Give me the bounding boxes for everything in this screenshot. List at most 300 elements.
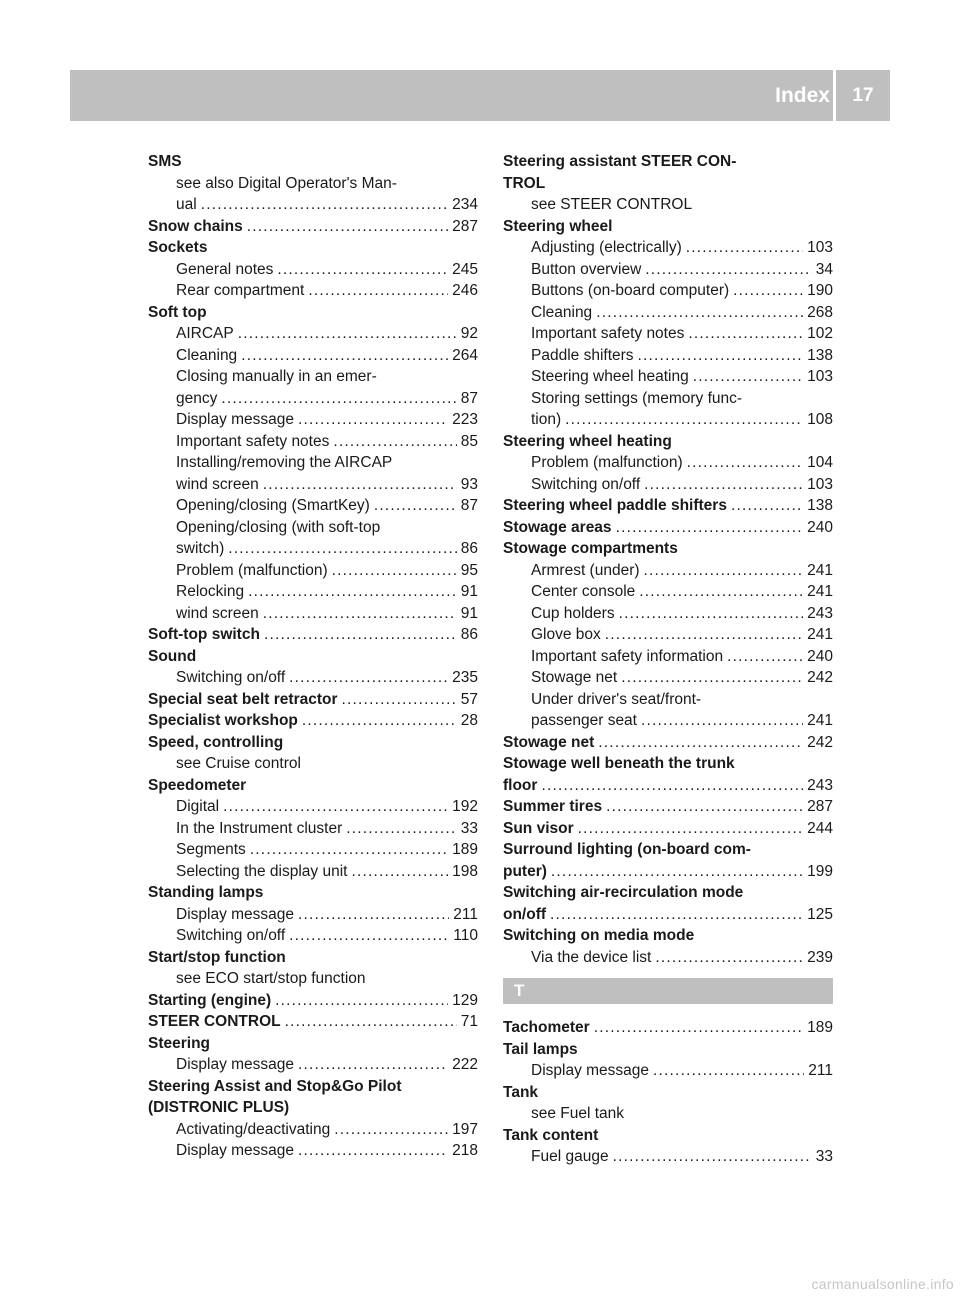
index-subentry [148,839,478,861]
dot-leader [727,646,803,668]
index-entry [148,710,478,732]
entry-text: Buttons (on-board computer) [531,282,730,299]
entry-text: see Fuel tank [531,1105,625,1122]
page-title: Index [775,83,830,107]
index-subentry [148,474,478,496]
entry-text: see Cruise control [176,755,301,772]
index-subentry [503,689,833,711]
page-reference: 244 [807,819,833,837]
dot-leader [688,323,803,345]
entry-text: Stowage net [531,669,618,686]
index-entry [148,1033,478,1055]
page-reference: 33 [460,819,478,837]
page-reference: 268 [807,303,833,321]
index-entry [503,173,833,195]
index-entry [148,947,478,969]
entry-text: Glove box [531,626,601,643]
page-reference: 234 [452,196,478,213]
page-reference: 102 [807,325,833,342]
index-column-left [148,151,478,1162]
dot-leader [645,259,811,281]
dot-leader [264,624,457,646]
entry-text: Display message [176,1142,295,1159]
entry-text: Tachometer [503,1019,590,1036]
index-subentry [148,904,478,926]
entry-text: Via the device list [531,948,652,966]
section-header-t [503,978,833,1004]
dot-leader [605,624,803,646]
index-subentry [148,409,478,431]
entry-text: Tank [503,1083,539,1101]
entry-text: Stowage net [503,733,595,751]
entry-text: Important safety information [531,647,724,665]
page-reference: 197 [452,1120,478,1138]
entry-text: Opening/closing (with soft-top [176,518,381,536]
entry-text: Rear compartment [176,282,305,299]
page-reference: 241 [807,712,833,729]
page-reference: 103 [807,368,833,385]
dot-leader [616,517,804,539]
index-subentry [148,968,478,990]
entry-text: Under driver's seat/front- [531,690,702,708]
page-reference: 93 [460,475,478,493]
entry-text: Opening/closing (SmartKey) [176,497,370,514]
page-reference: 242 [807,669,833,686]
entry-text: Steering [148,1034,211,1052]
index-subentry [503,646,833,668]
dot-leader [238,323,457,345]
index-entry [148,1097,478,1119]
dot-leader [638,345,804,367]
entry-text: STEER CONTROL [148,1013,281,1030]
index-entry [148,775,478,797]
entry-text: Special seat belt retractor [148,690,338,708]
dot-leader [541,775,803,797]
entry-text: ual [176,196,197,213]
index-subentry [148,603,478,625]
index-subentry [148,366,478,388]
entry-text: Stowage areas [503,518,612,536]
page-reference: 104 [807,454,833,471]
entry-text: Closing manually in an emer- [176,368,377,385]
page-reference: 91 [460,583,478,600]
entry-text: Speedometer [148,776,247,794]
index-subentry [503,409,833,431]
index-subentry [148,259,478,281]
index-subentry [148,796,478,818]
page-reference: 192 [452,798,478,815]
dot-leader [332,560,457,582]
index-entry [503,904,833,926]
index-subentry [503,259,833,281]
page-reference: 222 [452,1056,478,1073]
page-reference: 57 [460,690,478,708]
page-reference: 199 [807,862,833,880]
entry-text: Soft-top switch [148,626,260,643]
index-entry [503,538,833,560]
page-reference: 138 [807,497,833,514]
index-subentry [148,1119,478,1141]
dot-leader [596,302,803,324]
dot-leader [223,796,448,818]
dot-leader [250,839,448,861]
index-entry [148,882,478,904]
entry-text: Button overview [531,260,642,278]
dot-leader [550,904,803,926]
entry-text: Steering wheel paddle shifters [503,497,727,514]
page-reference: 264 [452,346,478,364]
index-subentry [148,388,478,410]
page-reference: 28 [460,712,478,729]
index-subentry [503,452,833,474]
dot-leader [619,603,804,625]
entry-text: Cleaning [176,346,238,364]
dot-leader [228,538,457,560]
entry-text: In the Instrument cluster [176,819,343,837]
entry-text: Speed, controlling [148,733,284,751]
index-entry [148,689,478,711]
index-entries-t [503,1017,833,1168]
page-reference: 34 [815,260,833,278]
page-reference: 92 [460,325,478,342]
entry-text: Switching on/off [176,669,286,686]
index-entry [503,775,833,797]
dot-leader [351,861,448,883]
index-entries-s [503,151,833,968]
index-entry [148,990,478,1012]
index-entry [148,1011,478,1033]
index-subentry [503,474,833,496]
index-subentry [503,345,833,367]
page-reference: 239 [807,948,833,966]
page-reference: 241 [807,626,833,643]
index-entry [503,882,833,904]
entry-text: Display message [176,411,295,428]
page-reference: 125 [807,905,833,923]
index-subentry [503,237,833,259]
index-entry [503,861,833,883]
entry-text: floor [503,776,538,794]
index-entry [148,237,478,259]
entry-text: see STEER CONTROL [531,196,693,213]
index-subentry [148,194,478,216]
entry-text: Display message [176,1056,295,1073]
entry-text: Start/stop function [148,948,286,966]
entry-text: Steering wheel heating [531,368,689,385]
index-entry [503,431,833,453]
index-entry [503,1082,833,1104]
entry-text: on/off [503,905,547,923]
index-subentry [148,1054,478,1076]
entry-text: Center console [531,583,636,600]
entry-text: tion) [531,411,562,428]
page-reference: 240 [807,518,833,536]
index-subentry [148,280,478,302]
entry-text: AIRCAP [176,325,234,342]
index-entry [503,1125,833,1147]
page-reference: 95 [460,561,478,579]
page-reference: 241 [807,561,833,579]
page-reference: 138 [807,346,833,364]
dot-leader [346,818,456,840]
index-subentry [148,345,478,367]
page-reference: 243 [807,776,833,794]
dot-leader [733,280,803,302]
page-reference: 287 [452,217,478,235]
entry-text: Segments [176,841,246,858]
index-subentry [503,302,833,324]
dot-leader [731,495,803,517]
page-reference: 245 [452,260,478,278]
entry-text: Storing settings (memory func- [531,389,743,407]
entry-text: Steering Assist and Stop&Go Pilot [148,1077,402,1095]
dot-leader [289,925,449,947]
index-subentry [148,452,478,474]
page-reference: 87 [460,389,478,407]
entry-text: see also Digital Operator's Man- [176,174,397,192]
entry-text: Sockets [148,239,208,256]
page-reference: 189 [807,1019,833,1036]
page-reference: 211 [453,905,478,923]
entry-text: Tail lamps [503,1040,578,1058]
entry-text: Specialist workshop [148,712,298,729]
page-reference: 129 [452,991,478,1009]
dot-leader [639,581,803,603]
index-entry [503,925,833,947]
index-entry [148,732,478,754]
dot-leader [275,990,448,1012]
dot-leader [693,366,803,388]
dot-leader [247,216,448,238]
page-reference: 86 [460,626,478,643]
entry-text: Important safety notes [176,432,330,450]
index-subentry [503,581,833,603]
index-entry [503,216,833,238]
dot-leader [241,345,448,367]
index-subentry [503,1146,833,1168]
entry-text: Armrest (under) [531,561,640,579]
entry-text: Soft top [148,303,207,321]
dot-leader [641,710,803,732]
entry-text: wind screen [176,604,259,622]
entry-text: Steering assistant STEER CON- [503,153,737,170]
index-subentry [148,818,478,840]
entry-text: Switching on/off [531,475,641,493]
page-reference: 235 [452,669,478,686]
entry-text: Stowage well beneath the trunk [503,755,735,772]
index-entry [503,517,833,539]
entry-text: Snow chains [148,217,243,235]
entry-text: Surround lighting (on-board com- [503,841,751,858]
page-reference: 108 [807,411,833,428]
dot-leader [613,1146,812,1168]
page-reference: 85 [460,432,478,450]
entry-text: Cleaning [531,303,593,321]
entry-text: Installing/removing the AIRCAP [176,454,393,471]
entry-text: SMS [148,153,182,170]
dot-leader [598,732,803,754]
dot-leader [298,1054,448,1076]
dot-leader [621,667,803,689]
index-subentry [503,366,833,388]
dot-leader [655,947,803,969]
entry-text: Selecting the display unit [176,862,348,880]
dot-leader [289,667,448,689]
index-subentry [148,173,478,195]
index-column-right [503,151,833,1168]
index-subentry [503,323,833,345]
page-reference: 242 [807,733,833,751]
index-entry [503,151,833,173]
index-entry [148,151,478,173]
dot-leader [285,1011,457,1033]
page-reference: 87 [460,497,478,514]
page-reference: 103 [807,475,833,493]
page-reference: 91 [460,604,478,622]
page-reference: 190 [807,282,833,299]
dot-leader [308,280,448,302]
index-subentry [503,194,833,216]
entry-text: Display message [531,1062,650,1079]
dot-leader [263,474,457,496]
page-reference: 246 [452,282,478,299]
entry-text: switch) [176,540,225,557]
index-subentry [148,517,478,539]
entry-text: Important safety notes [531,325,685,342]
entry-text: Problem (malfunction) [531,454,683,471]
entry-text: Standing lamps [148,884,264,901]
index-entry [148,302,478,324]
dot-leader [551,861,803,883]
entry-text: Steering wheel [503,217,613,235]
entry-text: Adjusting (electrically) [531,239,682,256]
dot-leader [201,194,448,216]
page-reference: 86 [460,540,478,557]
dot-leader [686,237,803,259]
entry-text: Display message [176,905,295,923]
index-subentry [148,667,478,689]
dot-leader [221,388,456,410]
index-subentry [503,388,833,410]
dot-leader [644,474,803,496]
dot-leader [687,452,804,474]
dot-leader [298,904,449,926]
entry-text: Cup holders [531,604,615,622]
entry-text: Switching on media mode [503,927,695,944]
entry-text: puter) [503,862,547,880]
entry-text: Starting (engine) [148,991,272,1009]
dot-leader [565,409,803,431]
section-letter: T [514,981,525,1000]
entry-text: Relocking [176,583,245,600]
dot-leader [374,495,457,517]
dot-leader [263,603,457,625]
index-entry [503,732,833,754]
dot-leader [248,581,457,603]
entry-text: Steering wheel heating [503,432,672,450]
index-subentry [503,947,833,969]
dot-leader [594,1017,803,1039]
dot-leader [606,796,803,818]
index-subentry [503,624,833,646]
index-entry [148,1076,478,1098]
dot-leader [644,560,804,582]
entry-text: General notes [176,260,274,278]
index-subentry [503,1060,833,1082]
dot-leader [653,1060,804,1082]
index-entry [503,839,833,861]
entry-text: Stowage compartments [503,540,678,557]
page-reference: 71 [460,1013,478,1030]
index-subentry [503,667,833,689]
entry-text: Paddle shifters [531,346,634,364]
entry-text: passenger seat [531,712,637,729]
entry-text: Problem (malfunction) [176,561,328,579]
entry-text: Fuel gauge [531,1148,609,1165]
page-reference: 211 [808,1062,833,1079]
dot-leader [302,710,457,732]
entry-text: TROL [503,174,546,192]
entry-text: Digital [176,798,220,815]
index-subentry [503,560,833,582]
index-subentry [503,603,833,625]
entry-text: see ECO start/stop function [176,970,366,987]
dot-leader [277,259,448,281]
entry-text: gency [176,389,218,407]
page-reference: 198 [452,862,478,880]
index-entry [148,624,478,646]
dot-leader [298,409,448,431]
entry-text: Activating/deactivating [176,1120,331,1138]
index-subentry [148,431,478,453]
entry-text: Sun visor [503,819,574,837]
entry-text: Switching air-recirculation mode [503,884,744,901]
index-subentry [148,925,478,947]
dot-leader [342,689,457,711]
page-reference: 243 [807,604,833,622]
index-subentry [148,1140,478,1162]
index-entry [148,646,478,668]
index-subentry [503,710,833,732]
index-entry [503,1017,833,1039]
index-subentry [148,753,478,775]
entry-text: Switching on/off [176,927,286,944]
dot-leader [298,1140,448,1162]
index-entry [503,796,833,818]
page-reference: 240 [807,647,833,665]
entry-text: Sound [148,647,197,665]
index-subentry [148,495,478,517]
index-entry [503,753,833,775]
entry-text: wind screen [176,475,259,493]
index-subentry [148,861,478,883]
dot-leader [334,1119,448,1141]
entry-text: (DISTRONIC PLUS) [148,1099,290,1116]
index-entry [503,1039,833,1061]
page-number: 17 [852,84,874,106]
index-subentry [148,323,478,345]
index-entry [503,495,833,517]
page-reference: 110 [453,927,478,944]
index-subentry [148,581,478,603]
index-subentry [148,560,478,582]
page-reference: 218 [452,1142,478,1159]
page-reference: 223 [452,411,478,428]
page-reference: 103 [807,239,833,256]
page-reference: 287 [807,798,833,815]
page-reference: 241 [807,583,833,600]
page-reference: 33 [815,1148,833,1165]
